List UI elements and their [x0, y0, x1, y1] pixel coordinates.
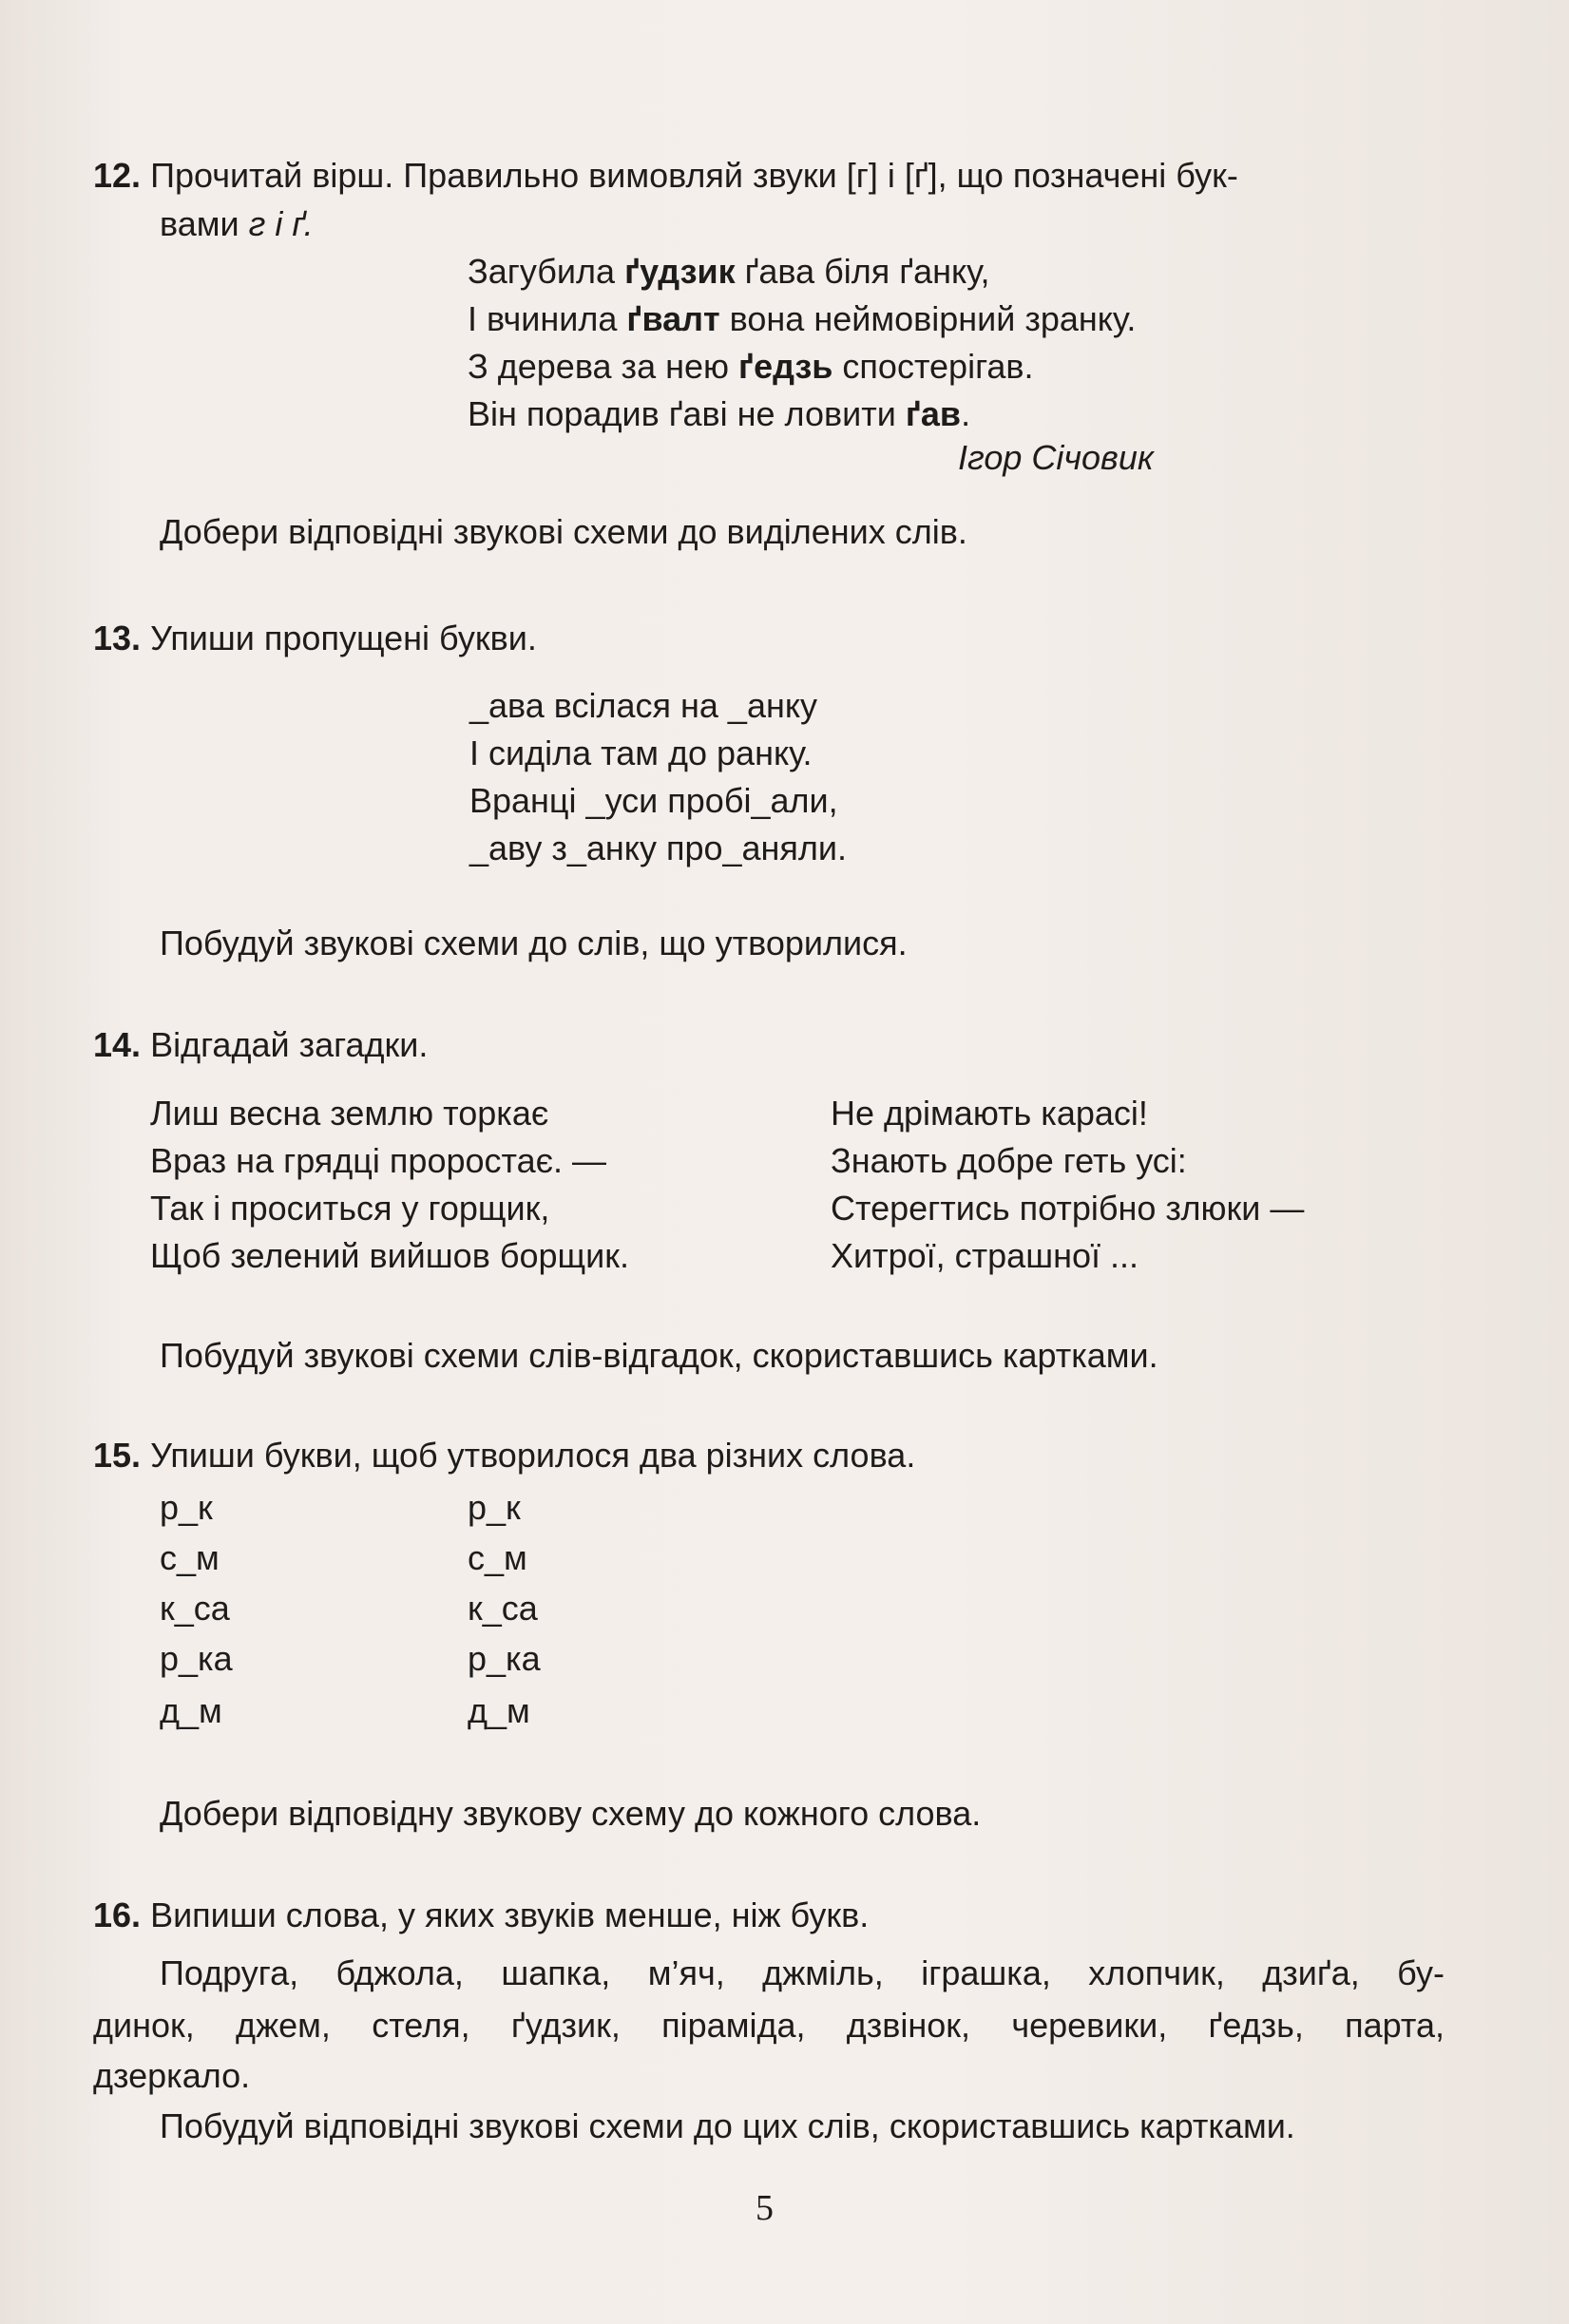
highlighted-word: ґав: [905, 394, 962, 433]
riddle-2-line: Хитрої, страшної ...: [831, 1236, 1138, 1275]
poem-line: _аву з_анку про_аняли.: [469, 829, 848, 867]
highlighted-word: ґудзик: [624, 252, 736, 291]
poem-line: [468, 346, 1034, 388]
task-number: 13.: [93, 619, 142, 657]
riddle-1-line: Щоб зелений вийшов борщик.: [150, 1236, 629, 1275]
task-14-assignment: Побудуй звукові схеми слів-відгадок, скориставшись картками.: [160, 1336, 1158, 1375]
word-list-line: Подруга, бджола, шапка, м’яч, джміль, іграшка, хлопчик, дзиґа, бу-: [160, 1953, 1445, 1992]
word-blank: р_ка: [160, 1639, 233, 1678]
task-12-line2: [160, 203, 314, 245]
poem-author: Ігор Січовик: [958, 438, 1154, 477]
task-15-title: [93, 1435, 915, 1476]
riddle-1-line: Лиш весна землю торкає: [150, 1094, 549, 1133]
word-blank: р_к: [160, 1488, 213, 1527]
riddle-2-line: Знають добре геть усі:: [831, 1141, 1187, 1180]
task-number: 15.: [93, 1436, 142, 1475]
task-number: 12.: [93, 156, 142, 195]
letters: г і ґ.: [248, 204, 314, 243]
word-blank: р_ка: [468, 1639, 541, 1678]
task-14-title: [93, 1024, 428, 1066]
task-16-assignment: Побудуй відповідні звукові схеми до цих слів, скориставшись картками.: [160, 2106, 1295, 2145]
word-list-line: динок, джем, стеля, ґудзик, піраміда, дзвінок, черевики, ґедзь, парта,: [93, 2006, 1445, 2045]
riddle-2-line: Не дрімають карасі!: [831, 1094, 1148, 1133]
word-blank: к_са: [160, 1589, 230, 1628]
riddle-1-line: Так і проситься у горщик,: [150, 1189, 550, 1228]
task-12-assignment: Добери відповідні звукові схеми до виділених слів.: [160, 512, 967, 551]
word-blank: к_са: [468, 1589, 538, 1628]
word-blank: д_м: [160, 1691, 222, 1730]
poem-text: спостерігав.: [832, 347, 1034, 386]
task-13-assignment: Побудуй звукові схеми до слів, що утворилися.: [160, 924, 908, 962]
poem-text: І вчинила: [468, 299, 627, 338]
word-blank: р_к: [468, 1488, 521, 1527]
task-instruction: Упиши пропущені букви.: [150, 619, 537, 657]
poem-text: вона неймовірний зранку.: [719, 299, 1137, 338]
poem-line: Вранці _уси пробі_али,: [469, 781, 838, 820]
task-instruction: Прочитай вірш. Правильно вимовляй звуки [г] і [ґ], що позначені бук-: [150, 156, 1238, 195]
task-16-title: [93, 1895, 869, 1936]
poem-text: Загубила: [468, 252, 625, 291]
poem-text: .: [961, 394, 971, 433]
task-13-title: [93, 618, 537, 659]
word-blank: с_м: [160, 1538, 220, 1577]
task-number: 16.: [93, 1895, 142, 1934]
task-instruction-cont: вами: [160, 204, 249, 243]
word-blank: с_м: [468, 1538, 527, 1577]
riddle-2-line: Стерегтись потрібно злюки —: [831, 1189, 1305, 1228]
task-instruction: Упиши букви, щоб утворилося два різних слова.: [150, 1436, 916, 1475]
word-blank: д_м: [468, 1691, 530, 1730]
task-number: 14.: [93, 1025, 142, 1064]
page-number: 5: [756, 2188, 774, 2228]
poem-line: [468, 298, 1136, 340]
task-15-assignment: Добери відповідну звукову схему до кожного слова.: [160, 1794, 982, 1833]
poem-line: І сиділа там до ранку.: [469, 733, 813, 772]
task-instruction: Випиши слова, у яких звуків менше, ніж букв.: [150, 1895, 870, 1934]
highlighted-word: ґедзь: [738, 347, 833, 386]
riddle-1-line: Враз на грядці проростає. —: [150, 1141, 606, 1180]
poem-text: ґава біля ґанку,: [735, 252, 990, 291]
word-list-line: дзеркало.: [93, 2056, 251, 2095]
poem-text: З дерева за нею: [468, 347, 738, 386]
task-12-line1: [93, 155, 1238, 197]
poem-line: [468, 393, 970, 435]
poem-line: _ава всілася на _анку: [469, 686, 818, 725]
poem-text: Він порадив ґаві не ловити: [468, 394, 906, 433]
task-instruction: Відгадай загадки.: [150, 1025, 429, 1064]
poem-line: [468, 251, 990, 293]
highlighted-word: ґвалт: [626, 299, 720, 338]
